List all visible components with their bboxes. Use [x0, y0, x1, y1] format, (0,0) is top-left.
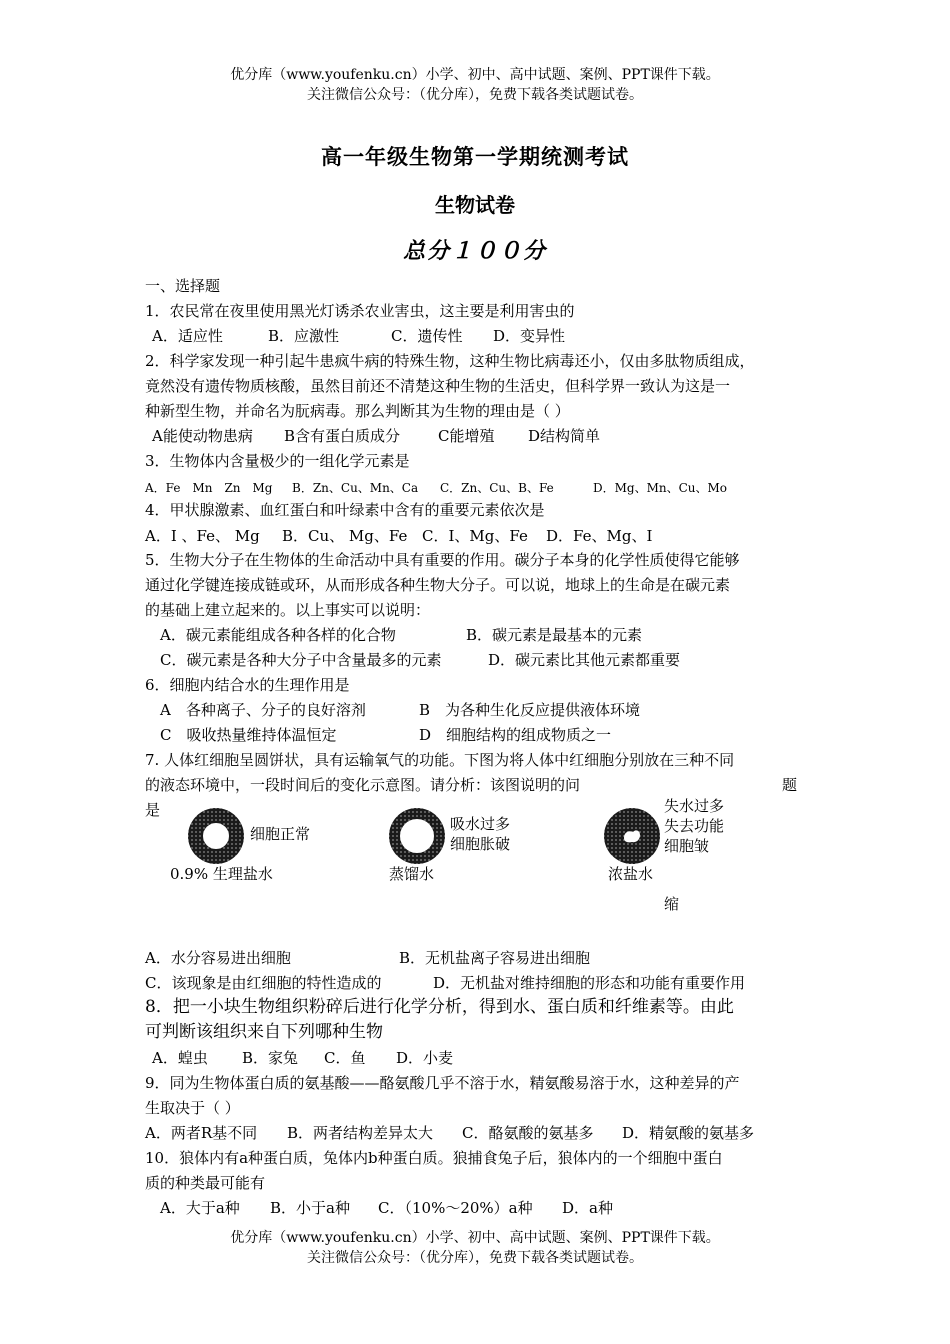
- q2-option-a: A能使动物患病: [152, 427, 253, 445]
- q7-option-b: B．无机盐离子容易进出细胞: [399, 949, 591, 967]
- q1-option-d: D．变异性: [493, 327, 566, 345]
- q8-option-d: D．小麦: [396, 1049, 454, 1067]
- q1-stem: 1．农民常在夜里使用黑光灯诱杀农业害虫，这主要是利用害虫的: [145, 302, 575, 320]
- section-heading: 一、选择题: [145, 277, 221, 295]
- q1-option-c: C．遗传性: [391, 327, 463, 345]
- header-line-2: 关注微信公众号：（优分库），免费下载各类试题试卷。: [307, 87, 643, 103]
- q2-line-1: 2．科学家发现一种引起牛患疯牛病的特殊生物，这种生物比病毒还小，仅由多肽物质组成，: [145, 352, 755, 370]
- q10-line-1: 10．狼体内有a种蛋白质，兔体内b种蛋白质。狼捕食兔子后，狼体内的一个细胞中蛋白: [145, 1149, 723, 1167]
- q8-option-c: C．鱼: [324, 1049, 366, 1067]
- q6-option-d: D 细胞结构的组成物质之一: [419, 726, 612, 744]
- q2-options: [152, 426, 600, 446]
- swollen-cell-diagram: [387, 806, 447, 866]
- q7-options-row-1: [145, 948, 590, 968]
- q5-option-c: C．碳元素是各种大分子中含量最多的元素: [160, 651, 442, 669]
- q5-option-d: D．碳元素比其他元素都重要: [488, 651, 681, 669]
- q8-option-b: B．家兔: [242, 1049, 299, 1067]
- q5-options-row-2: [160, 650, 680, 670]
- q2-option-b: B含有蛋白质成分: [284, 427, 401, 445]
- footer-line-1: 优分库（www.youfenku.cn）小学、初中、高中试题、案例、PPT课件下载。: [230, 1230, 720, 1246]
- q7-options-row-2: [145, 973, 745, 993]
- q7-option-a: A．水分容易进出细胞: [145, 949, 291, 967]
- q8-line-1: 8．把一小块生物组织粉碎后进行化学分析，得到水、蛋白质和纤维素等。由此: [145, 997, 734, 1017]
- q2-line-2: 竟然没有遗传物质核酸，虽然目前还不清楚这种生物的生活史，但科学界一致认为这是一: [145, 377, 731, 395]
- q5-option-b: B．碳元素是最基本的元素: [466, 626, 643, 644]
- q9-line-2: 生取决于（ ）: [145, 1099, 240, 1117]
- q7-line-3: 是: [145, 801, 161, 819]
- q6-option-a: A 各种离子、分子的良好溶剂: [160, 701, 366, 719]
- q4-option-c: C．I、Mg、Fe: [422, 527, 528, 545]
- q5-line-1: 5．生物大分子在生物体的生命活动中具有重要的作用。碳分子本身的化学性质使得它能够: [145, 551, 740, 569]
- exam-total-score: 总分１００分: [402, 239, 547, 264]
- q6-option-b: B 为各种生化反应提供液体环境: [419, 701, 641, 719]
- swollen-cell-env-label: 蒸馏水: [389, 865, 435, 883]
- q7-option-c: C．该现象是由红细胞的特性造成的: [145, 974, 382, 992]
- q8-line-2: 可判断该组织来自下列哪种生物: [145, 1022, 383, 1042]
- q2-line-3: 种新型生物，并命名为朊病毒。那么判断其为生物的理由是（ ）: [145, 402, 570, 420]
- exam-title: 高一年级生物第一学期统测考试: [321, 145, 629, 169]
- q3-option-d: D．Mg、Mn、Cu、Mo: [593, 481, 728, 495]
- normal-cell-env-label: 0.9% 生理盐水: [170, 865, 273, 883]
- q2-option-d: D结构简单: [528, 427, 601, 445]
- q8-option-a: A．蝗虫: [152, 1049, 208, 1067]
- q7-option-d: D．无机盐对维持细胞的形态和功能有重要作用: [433, 974, 746, 992]
- q5-option-a: A．碳元素能组成各种各样的化合物: [160, 626, 396, 644]
- q5-line-2: 通过化学键连接成链或环，从而形成各种生物大分子。可以说，地球上的生命是在碳元素: [145, 576, 731, 594]
- q10-option-d: D．a种: [562, 1199, 613, 1217]
- q9-options: [145, 1123, 754, 1143]
- q10-line-2: 质的种类最可能有: [145, 1174, 266, 1192]
- normal-cell-state-label: 细胞正常: [250, 825, 311, 843]
- q2-option-c: C能增殖: [438, 427, 495, 445]
- q9-option-c: C．酪氨酸的氨基多: [462, 1124, 594, 1142]
- shrunken-cell-state-label-1: 失水过多: [664, 797, 725, 815]
- q10-options: [160, 1198, 613, 1218]
- shrunken-cell-state-label-3: 细胞皱: [664, 837, 710, 855]
- q1-options: [152, 326, 565, 346]
- q9-line-1: 9．同为生物体蛋白质的氨基酸——酪氨酸几乎不溶于水，精氨酸易溶于水，这种差异的产: [145, 1074, 740, 1092]
- q3-option-b: B．Zn、Cu、Mn、Ca: [292, 481, 419, 495]
- q6-option-c: C 吸收热量维持体温恒定: [160, 726, 337, 744]
- q10-option-a: A．大于a种: [160, 1199, 240, 1217]
- q3-options: [145, 478, 727, 498]
- q6-stem: 6．细胞内结合水的生理作用是: [145, 676, 350, 694]
- q5-line-3: 的基础上建立起来的。以上事实可以说明：: [145, 601, 431, 619]
- swollen-cell-state-label-1: 吸水过多: [450, 815, 511, 833]
- q5-options-row-1: [160, 625, 642, 645]
- q10-option-b: B．小于a种: [270, 1199, 350, 1217]
- q4-options: [145, 526, 652, 546]
- q3-stem: 3．生物体内含量极少的一组化学元素是: [145, 452, 410, 470]
- shrunken-cell-env-label: 浓盐水: [608, 865, 654, 883]
- normal-cell-center: [203, 823, 229, 849]
- q4-option-b: B．Cu、 Mg、Fe: [282, 527, 408, 545]
- q10-option-c: C．（10%～20%）a种: [378, 1199, 533, 1217]
- q4-option-d: D．Fe、Mg、I: [546, 527, 653, 545]
- shrunken-cell-diagram: [602, 806, 662, 866]
- q9-option-b: B．两者结构差异太大: [287, 1124, 434, 1142]
- q4-option-a: A．I 、Fe、 Mg: [145, 527, 260, 545]
- q3-option-a: A．Fe Mn Zn Mg: [145, 481, 273, 495]
- swollen-cell-center: [400, 819, 434, 853]
- shrunken-cell-state-label-2: 失去功能: [664, 817, 725, 835]
- q1-option-a: A．适应性: [152, 327, 223, 345]
- shrunken-cell-state-label-4: 缩: [664, 895, 680, 913]
- q7-line-2-end: 题: [782, 776, 798, 794]
- q9-option-d: D．精氨酸的氨基多: [622, 1124, 755, 1142]
- swollen-cell-state-label-2: 细胞胀破: [450, 835, 511, 853]
- q7-line-2: 的液态环境中，一段时间后的变化示意图。请分析：该图说明的问: [145, 776, 581, 794]
- q9-option-a: A．两者R基不同: [145, 1124, 258, 1142]
- q8-options: [152, 1048, 453, 1068]
- q6-options-row-1: [160, 700, 640, 720]
- header-line-1: 优分库（www.youfenku.cn）小学、初中、高中试题、案例、PPT课件下载。: [230, 67, 720, 83]
- q6-options-row-2: [160, 725, 611, 745]
- q3-option-c: C．Zn、Cu、B、Fe: [440, 481, 554, 495]
- normal-cell-diagram: [186, 806, 246, 866]
- footer-line-2: 关注微信公众号：（优分库），免费下载各类试题试卷。: [307, 1250, 643, 1266]
- exam-subtitle: 生物试卷: [435, 193, 515, 217]
- q7-line-1: 7. 人体红细胞呈圆饼状，具有运输氧气的功能。下图为将人体中红细胞分别放在三种不同: [145, 751, 735, 769]
- q1-option-b: B．应激性: [268, 327, 340, 345]
- q4-stem: 4．甲状腺激素、血红蛋白和叶绿素中含有的重要元素依次是: [145, 501, 545, 519]
